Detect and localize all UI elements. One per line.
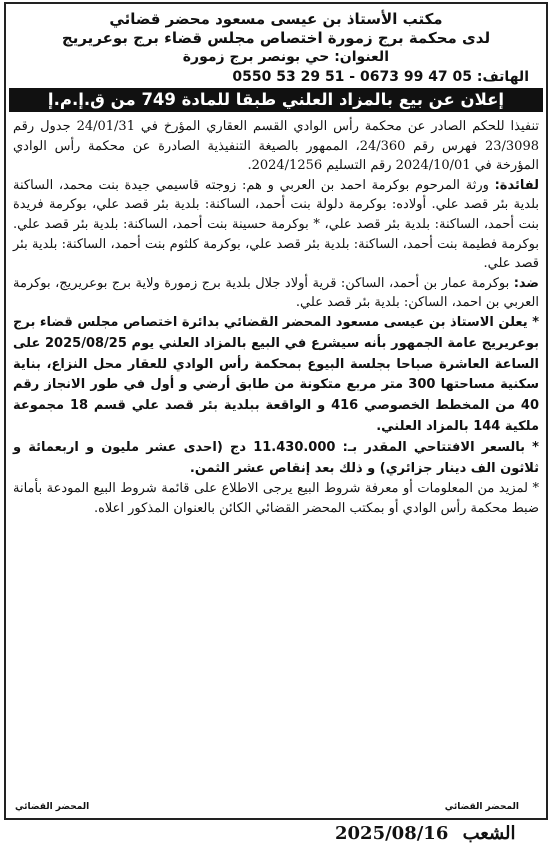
sale-announcement: * يعلن الاستاذ بن عيسى مسعود المحضر القضائي بدائرة اختصاص مجلس قضاء برج بوعريريج عامة الجمهور بأنه سيشرع في البيع بالمزاد العلني يوم 2025/08/25 على الساعة العاشرة صباحا بجلسة البيوع بمحكمة رأس الوادي للعقار محل النزاع، بناية سكنية مساحتها 300 متر مربع متكونة من طابق أرضي و أول في طور الانجاز رقم 40 من المخطط الخصوصي 416 و الواقعة ببلدية بئر قصد علي قسم 18 مجموعة ملكية 144 بالمزاد العلني. [13, 314, 539, 434]
beneficiary-label: لفائدة: [494, 177, 539, 193]
against-paragraph [13, 274, 539, 313]
more-info: * لمزيد من المعلومات أو معرفة شروط البيع يرجى الاطلاع على قائمة شروط البيع المودعة بأمانة ضبط محكمة رأس الوادي أو بمكتب المحضر القضائي الكائن بالعنوان المذكور اعلاه. [13, 481, 539, 516]
intro-paragraph: تنفيذا للحكم الصادر عن محكمة رأس الوادي القسم العقاري المؤرخ في 24/01/31 جدول رقم 23/3098 فهرس رقم 24/360، الممهور بالصيغة التنفيذية الصادرة عن محكمة رأس الوادي المؤرخة في 2024/10/01 رقم التسليم 2024/1256. [13, 119, 539, 174]
publication-footer [335, 822, 516, 846]
beneficiary-paragraph [13, 176, 539, 274]
signature-row [13, 796, 539, 812]
against-label: ضد: [513, 275, 539, 291]
office-phone: الهاتف: 05 47 99 0673 - 51 29 53 0550 [232, 69, 529, 85]
against-text: بوكرمة عمار بن أحمد، الساكن: قرية أولاد جلال بلدية برج زمورة ولاية برج بوعريريج، بوكرمة العربي بن احمد، الساكن: بلدية بئر قصد علي. [13, 275, 539, 311]
announcement-body [13, 117, 539, 313]
announcement-frame [4, 2, 548, 820]
beneficiary-text: ورثة المرحوم بوكرمة احمد بن العربي و هم: زوجته قاسيمي جيدة بنت محمد، الساكنة بلدية بئر قصد علي. أولاده: بوكرمة دلولة بنت أحمد، الساكنة: بلدية بئر قصد علي، بوكرمة فريدة بنت أحمد، الساكنة: بلدية بئر قصد علي، * بوكرمة حسينة بنت أحمد، الساكنة: بلدية بئر قصد علي. بوكرمة فطيمة بنت أحمد، الساكنة: بلدية بئر قصد علي، بوكرمة كلثوم بنت أحمد، الساكنة: بلدية بئر قصد علي. [13, 177, 539, 272]
signature-left: المحضر القضائي [15, 802, 90, 812]
opening-price: * بالسعر الافتتاحي المقدر بـ: 11.430.000 دج (احدى عشر مليون و اربعمائة و ثلاثون الف دينار جزائري) و ذلك بعد إنقاص عشر الثمن. [13, 439, 539, 476]
office-address: العنوان: حي بونصر برج زمورة [182, 49, 389, 65]
publication-date: 2025/08/16 [335, 823, 449, 844]
newspaper-name: الشعب [462, 823, 516, 844]
office-name: مكتب الأستاذ بن عيسى مسعود محضر قضائي [109, 10, 443, 28]
announcement-title: إعلان عن بيع بالمزاد العلني طبقا للمادة 749 من ق.إ.م.إ [9, 88, 543, 112]
court-name: لدى محكمة برج زمورة اختصاص مجلس قضاء برج بوعريريج [61, 29, 491, 47]
signature-right: المحضر القضائي [444, 802, 519, 812]
announcement-content [13, 10, 539, 814]
